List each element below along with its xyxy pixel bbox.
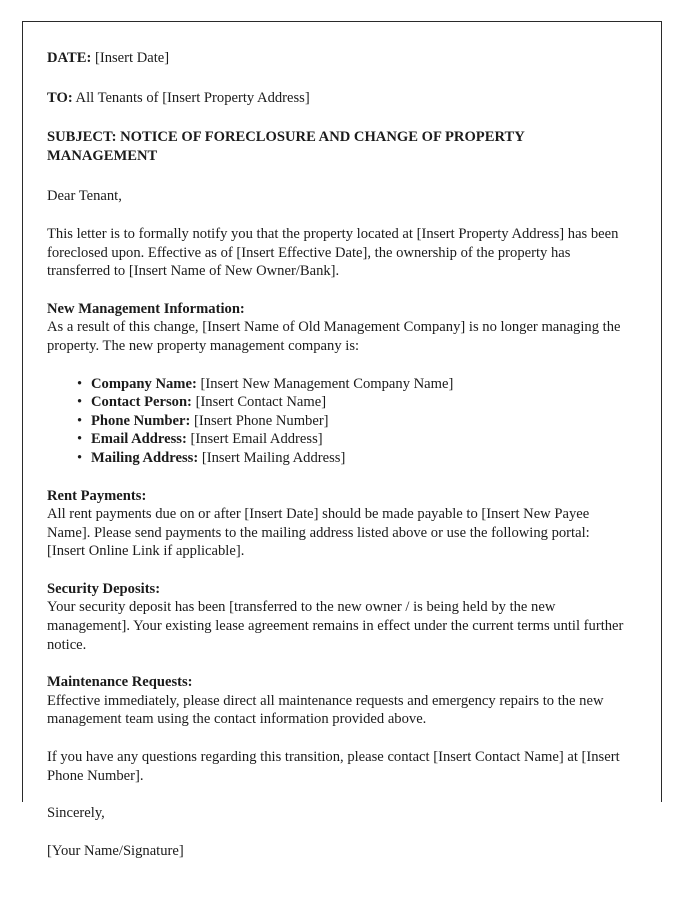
section-security-deposits (47, 580, 629, 654)
date-label: DATE: (47, 50, 92, 66)
list-item (47, 375, 629, 394)
section-new-management-information (47, 300, 629, 356)
section-body: As a result of this change, [Insert Name of Old Management Company] is no longer managing the property. The new property management company is: (47, 319, 621, 354)
section-body: All rent payments due on or after [Insert Date] should be made payable to [Insert New Payee Name]. Please send payments to the mailing address listed above or use the following portal: [Insert Online Link if applicable]. (47, 506, 590, 560)
section-body: Effective immediately, please direct all maintenance requests and emergency repairs to the new management team using the contact information provided above. (47, 692, 604, 728)
section-heading: Rent Payments: (47, 487, 147, 504)
list-item-value: [Insert Phone Number] (193, 412, 329, 429)
list-item-value: [Insert New Management Company Name] (200, 375, 454, 392)
document-body (47, 49, 629, 860)
to-value: All Tenants of [Insert Property Address] (75, 89, 310, 106)
list-item-label: Contact Person: (91, 394, 192, 411)
list-item (47, 430, 629, 449)
list-item-value: [Insert Email Address] (190, 431, 323, 448)
date-line (47, 49, 629, 68)
list-item-label: Phone Number: (91, 412, 191, 429)
list-item-label: Company Name: (91, 375, 197, 392)
intro-paragraph: This letter is to formally notify you that the property located at [Insert Property Address] has been foreclosed upon. Effective as of [Insert Effective Date], the ownership of the property has transferred to [Insert Name of New Owner/Bank]. (47, 225, 619, 280)
questions-paragraph: If you have any questions regarding this transition, please contact [Insert Contact Name] at [Insert Phone Number]. (47, 749, 620, 784)
section-heading: Security Deposits: (47, 580, 161, 597)
list-item-label: Email Address: (91, 431, 187, 448)
bullet-icon: • (77, 375, 83, 392)
signature-placeholder: [Your Name/Signature] (47, 842, 184, 859)
management-contact-list (47, 375, 629, 468)
section-heading: New Management Information: (47, 300, 245, 317)
list-item-value: [Insert Contact Name] (195, 394, 327, 411)
list-item (47, 412, 629, 431)
list-item-value: [Insert Mailing Address] (201, 449, 346, 466)
section-body: Your security deposit has been [transferred to the new owner / is being held by the new management]. Your existing lease agreement remains in effect under the current terms until further notice. (47, 599, 624, 653)
to-label: TO: (47, 89, 73, 106)
list-item (47, 393, 629, 412)
section-rent-payments (47, 487, 629, 561)
document-sheet (22, 21, 662, 859)
date-value: [Insert Date] (94, 50, 170, 66)
bullet-icon: • (77, 412, 83, 429)
recipient-line (47, 89, 629, 108)
list-item-label: Mailing Address: (91, 449, 199, 466)
closing-salutation: Sincerely, (47, 805, 105, 822)
list-item (47, 449, 629, 468)
section-heading: Maintenance Requests: (47, 674, 193, 691)
bullet-icon: • (77, 394, 83, 411)
bullet-icon: • (77, 449, 83, 466)
salutation: Dear Tenant, (47, 188, 122, 205)
subject-heading: SUBJECT: NOTICE OF FORECLOSURE AND CHANGE OF PROPERTY MANAGEMENT (47, 129, 525, 164)
section-maintenance-requests (47, 673, 629, 729)
bullet-icon: • (77, 431, 83, 448)
